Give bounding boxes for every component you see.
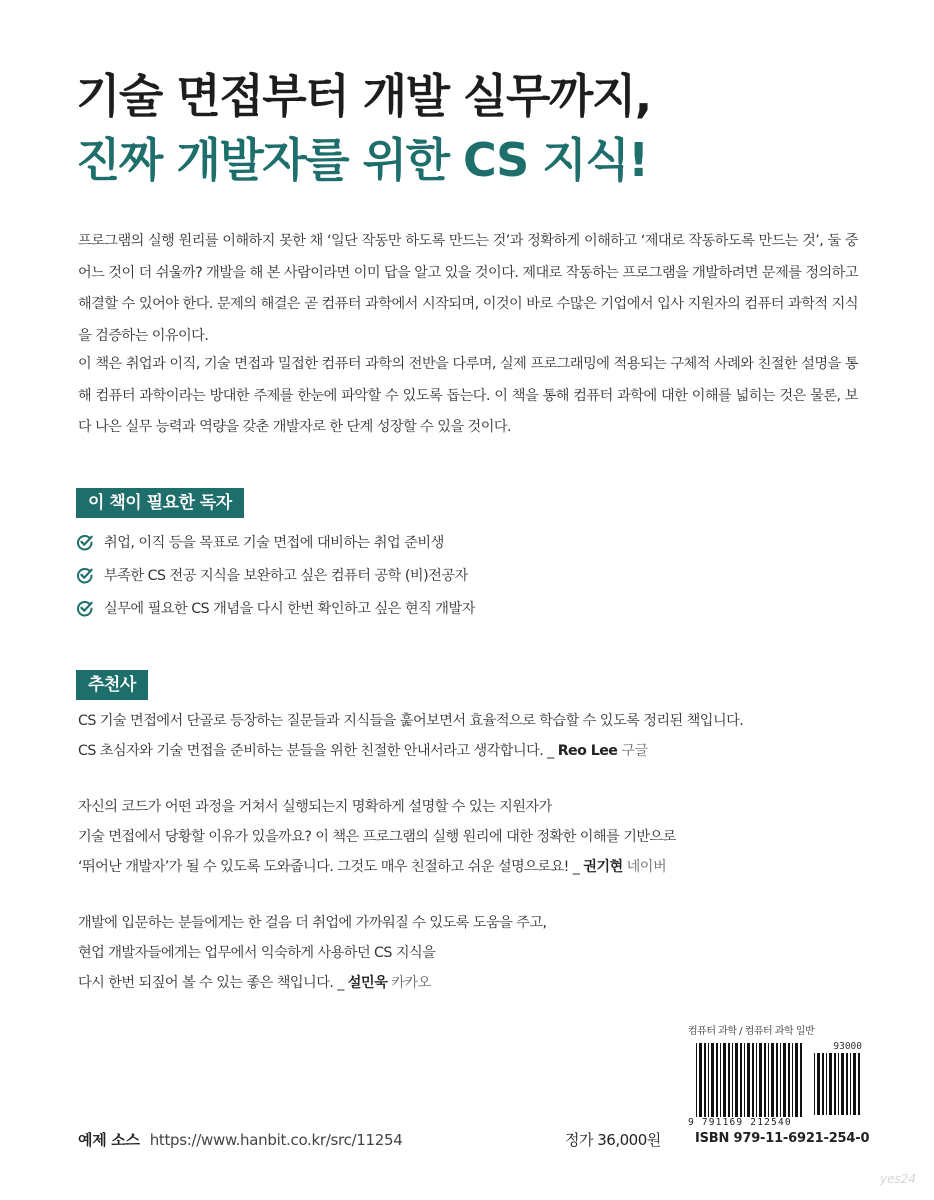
reader-item-text: 취업, 이직 등을 목표로 기술 면접에 대비하는 취업 준비생 bbox=[104, 534, 444, 551]
recommendation-label: 추천사 bbox=[76, 670, 148, 700]
barcode-bar bbox=[764, 1043, 766, 1117]
recommendation-line bbox=[78, 736, 743, 766]
barcode bbox=[688, 1041, 864, 1129]
barcode-bar bbox=[800, 1043, 802, 1117]
recommender-company: 네이버 bbox=[626, 859, 667, 875]
recommendation-2 bbox=[78, 792, 676, 882]
recommendation-text: 다시 한번 되짚어 볼 수 있는 좋은 책입니다. _ bbox=[78, 975, 348, 991]
headline-line-1: 기술 면접부터 개발 실무까지, bbox=[76, 69, 651, 123]
barcode-bar bbox=[788, 1043, 790, 1117]
recommendation-3 bbox=[78, 908, 547, 998]
recommendation-line bbox=[78, 852, 676, 882]
reader-item bbox=[76, 591, 475, 624]
barcode-bar bbox=[723, 1043, 726, 1117]
barcode-bar bbox=[696, 1043, 697, 1117]
barcode-bar bbox=[776, 1043, 778, 1117]
reader-item bbox=[76, 558, 475, 591]
target-readers-label: 이 책이 필요한 독자 bbox=[76, 488, 244, 518]
barcode-bar bbox=[846, 1053, 848, 1115]
price: 정가 36,000원 bbox=[565, 1131, 661, 1149]
barcode-addon-bars bbox=[814, 1053, 864, 1115]
book-category: 컴퓨터 과학 / 컴퓨터 과학 일반 bbox=[688, 1026, 815, 1037]
barcode-bar bbox=[771, 1043, 774, 1117]
headline-line-2: 진짜 개발자를 위한 CS 지식! bbox=[76, 133, 648, 187]
reader-item-text: 실무에 필요한 CS 개념을 다시 한번 확인하고 싶은 현직 개발자 bbox=[104, 600, 475, 617]
barcode-bar bbox=[747, 1043, 750, 1117]
check-circle-icon bbox=[76, 599, 94, 617]
recommender-name: 권기현 bbox=[583, 859, 623, 875]
check-circle-icon bbox=[76, 533, 94, 551]
barcode-bar bbox=[780, 1043, 781, 1117]
recommendation-line: 개발에 입문하는 분들에게는 한 걸음 더 취업에 가까워질 수 있도록 도움을 주고, bbox=[78, 915, 547, 931]
recommendation-line: 현업 개발자들에게는 업무에서 익숙하게 사용하던 CS 지식을 bbox=[78, 945, 436, 961]
intro-paragraph-2: 이 책은 취업과 이직, 기술 면접과 밀접한 컴퓨터 과학의 전반을 다루며, 실제 프로그래밍에 적용되는 구체적 사례와 친절한 설명을 통해 컴퓨터 과학이라는 방대한 주제를 한눈에 파악할 수 있도록 돕는다. 이 책을 통해 컴퓨터 과학에 대한 이해를 넓히는 것은 물론, 보다 나은 실무 능력과 역량을 갖춘 개발자로 한 단계 성장할 수 있을 것이다. bbox=[78, 356, 858, 435]
barcode-bar bbox=[744, 1043, 745, 1117]
recommendation-1 bbox=[78, 706, 743, 766]
barcode-bar bbox=[768, 1043, 769, 1117]
example-source-link[interactable]: https://www.hanbit.co.kr/src/11254 bbox=[149, 1131, 403, 1149]
barcode-bar bbox=[783, 1043, 786, 1117]
recommendation-text: CS 초심자와 기술 면접을 준비하는 분들을 위한 친절한 안내서라고 생각합니다. _ bbox=[78, 743, 558, 759]
barcode-bar bbox=[841, 1053, 844, 1115]
watermark: yes24 bbox=[880, 1172, 917, 1186]
barcode-bar bbox=[814, 1053, 815, 1115]
barcode-bar bbox=[740, 1043, 742, 1117]
recommendation-line: 자신의 코드가 어떤 과정을 거쳐서 실행되는지 명확하게 설명할 수 있는 지원자가 bbox=[78, 799, 552, 815]
barcode-main-bars bbox=[696, 1043, 804, 1117]
barcode-bar bbox=[853, 1053, 856, 1115]
barcode-bar bbox=[711, 1043, 714, 1117]
barcode-bar bbox=[752, 1043, 754, 1117]
barcode-bar bbox=[732, 1043, 733, 1117]
intro-paragraph-1: 프로그램의 실행 원리를 이해하지 못한 채 ‘일단 작동만 하도록 만드는 것’과 정확하게 이해하고 ‘제대로 작동하도록 만드는 것’, 둘 중 어느 것이 더 쉬울까? 개발을 해 본 사람이라면 이미 답을 알고 있을 것이다. 제대로 작동하는 프로그램을 개발하려면 문제를 정의하고 해결할 수 있어야 한다. 문제의 해결은 곧 컴퓨터 과학에서 시작되며, 이것이 바로 수많은 기업에서 입사 지원자의 컴퓨터 과학적 지식을 검증하는 이유이다. bbox=[78, 233, 858, 344]
barcode-block bbox=[688, 1022, 864, 1129]
barcode-bar bbox=[834, 1053, 836, 1115]
barcode-bar bbox=[838, 1053, 839, 1115]
barcode-bar bbox=[829, 1053, 832, 1115]
recommendation-line: 기술 면접에서 당황할 이유가 있을까요? 이 책은 프로그램의 실행 원리에 대한 정확한 이해를 기반으로 bbox=[78, 829, 676, 845]
recommendation-line: CS 기술 면접에서 단골로 등장하는 질문들과 지식들을 훑어보면서 효율적으로 학습할 수 있도록 정리된 책입니다. bbox=[78, 713, 744, 729]
barcode-bar bbox=[792, 1043, 793, 1117]
example-source bbox=[78, 1129, 403, 1150]
recommendation-line bbox=[78, 968, 547, 998]
barcode-bar bbox=[735, 1043, 738, 1117]
isbn: ISBN 979-11-6921-254-0 bbox=[695, 1131, 870, 1146]
check-circle-icon bbox=[76, 566, 94, 584]
barcode-bar bbox=[699, 1043, 702, 1117]
barcode-bar bbox=[756, 1043, 757, 1117]
reader-item bbox=[76, 525, 475, 558]
recommender-company: 구글 bbox=[621, 743, 648, 759]
barcode-bar bbox=[720, 1043, 721, 1117]
barcode-bar bbox=[728, 1043, 730, 1117]
recommender-name: Reo Lee bbox=[557, 743, 618, 759]
barcode-bar bbox=[822, 1053, 824, 1115]
target-readers-list bbox=[76, 525, 475, 624]
barcode-bar bbox=[704, 1043, 706, 1117]
barcode-bar bbox=[716, 1043, 718, 1117]
barcode-bar bbox=[858, 1053, 860, 1115]
barcode-bar bbox=[826, 1053, 827, 1115]
barcode-addon-number: 93000 bbox=[833, 1041, 862, 1052]
example-source-label: 예제 소스 bbox=[78, 1131, 140, 1149]
recommendation-text: ‘뛰어난 개발자’가 될 수 있도록 도와줍니다. 그것도 매우 친절하고 쉬운 설명으로요! _ bbox=[78, 859, 584, 875]
barcode-bar bbox=[795, 1043, 798, 1117]
recommender-company: 카카오 bbox=[391, 975, 431, 991]
reader-item-text: 부족한 CS 전공 지식을 보완하고 싶은 컴퓨터 공학 (비)전공자 bbox=[104, 567, 468, 584]
barcode-digits: 9 791169 212540 bbox=[688, 1117, 792, 1128]
barcode-bar bbox=[817, 1053, 820, 1115]
barcode-bar bbox=[759, 1043, 762, 1117]
recommender-name: 설민욱 bbox=[347, 975, 388, 991]
barcode-bar bbox=[708, 1043, 709, 1117]
barcode-bar bbox=[850, 1053, 851, 1115]
